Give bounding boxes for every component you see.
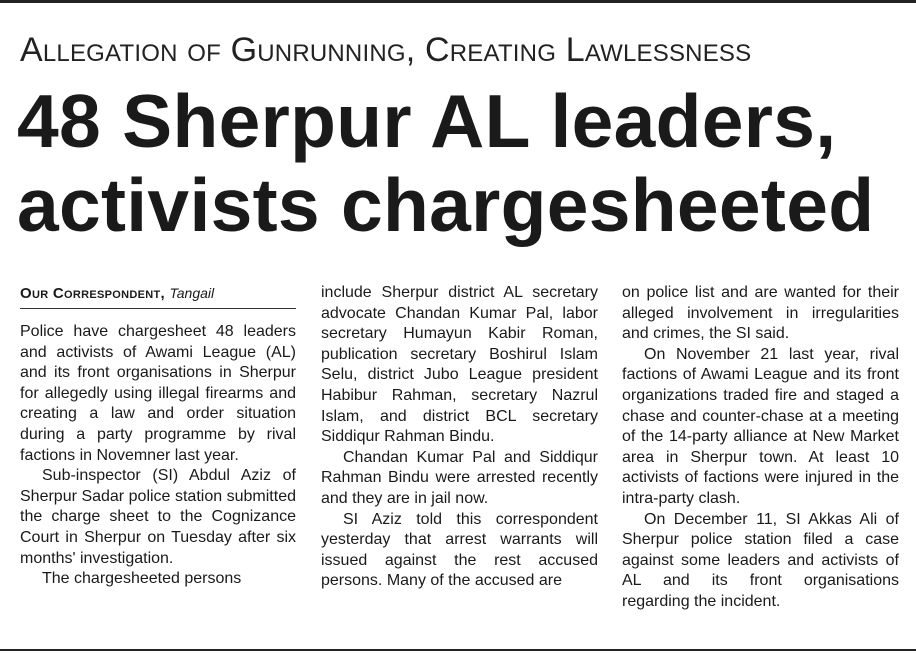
paragraph: on police list and are wanted for their alleged involvement in irregularities and crimes, the SI said. xyxy=(622,284,899,343)
headline-line-1: 48 Sherpur AL leaders, xyxy=(17,79,837,163)
paragraph: On November 21 last year, rival factions of Awami League and its front organizations traded fire and staged a chase and counter-chase at a meeting of the 14-party alliance at New Market area in Sherpur town. At least 10 activists of factions were injured in the intra-party clash. xyxy=(622,345,899,507)
headline-line-2: activists chargesheeted xyxy=(17,163,875,247)
paragraph: On December 11, SI Akkas Ali of Sherpur police station filed a case against some leaders and activists of AL and its front organisations regarding the incident. xyxy=(622,510,899,610)
byline-author: Our Correspondent, xyxy=(20,285,166,302)
byline xyxy=(20,283,296,304)
top-rule xyxy=(0,0,916,3)
byline-location: Tangail xyxy=(169,285,215,301)
column-1 xyxy=(20,283,296,590)
column-3 xyxy=(622,283,899,613)
paragraph: Chandan Kumar Pal and Siddiqur Rahman Bindu were arrested recently and they are in jail now. xyxy=(321,448,598,507)
column-2 xyxy=(321,283,598,592)
headline xyxy=(17,79,907,247)
kicker: Allegation of Gunrunning, Creating Lawlessness xyxy=(20,31,752,69)
bottom-rule xyxy=(0,649,916,651)
paragraph: The chargesheeted persons xyxy=(42,570,242,588)
paragraph: SI Aziz told this correspondent yesterday that arrest warrants will issued against the rest accused persons. Many of the accused are xyxy=(321,510,598,590)
paragraph: Sub-inspector (SI) Abdul Aziz of Sherpur Sadar police station submitted the charge sheet to the Cognizance Court in Sherpur on Tuesday after six months' investigation. xyxy=(20,467,296,567)
byline-rule xyxy=(20,308,296,309)
paragraph: include Sherpur district AL secretary advocate Chandan Kumar Pal, labor secretary Humayun Kabir Roman, publication secretary Boshirul Islam Selu, district Jubo League president Habibur Rahman, secretary Nazrul Islam, and district BCL secretary Siddiqur Rahman Bindu. xyxy=(321,284,598,446)
paragraph: Police have chargesheet 48 leaders and activists of Awami League (AL) and its front organisations in Sherpur for allegedly using illegal firearms and creating a law and order situation during a party programme by rival factions in Novemner last year. xyxy=(20,323,296,464)
